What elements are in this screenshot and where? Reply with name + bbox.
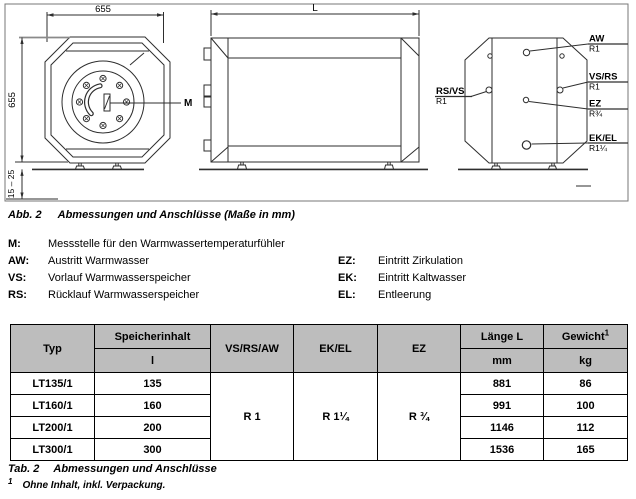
col-header-vsrsaw: VS/RS/AW xyxy=(211,325,294,373)
col-header-typ: Typ xyxy=(11,325,95,373)
flange-circle xyxy=(72,71,134,133)
legend-item-aw: AW: Austritt Warmwasser xyxy=(8,255,150,267)
front-view-drawing xyxy=(6,12,181,199)
rsvs-size: R1 xyxy=(436,96,447,106)
legend-item-el: EL: Entleerung xyxy=(338,289,432,301)
figure-caption-label: Abb. 2 xyxy=(8,209,42,221)
unit-laenge: mm xyxy=(461,349,544,373)
cell-ez-size: R ¾ xyxy=(378,373,461,461)
vsrs-label: VS/RS xyxy=(589,71,618,83)
vsrs-size: R1 xyxy=(589,81,600,92)
side-foot-right xyxy=(384,162,393,169)
footnote-text: Ohne Inhalt, inkl. Verpackung. xyxy=(22,480,166,492)
dim-foot-value: 15 – 25 xyxy=(6,169,16,199)
aw-label: AW xyxy=(589,33,605,45)
legend-item-ez: EZ: Eintritt Zirkulation xyxy=(338,255,463,267)
aw-connection xyxy=(523,49,529,55)
col-header-laenge: Länge L xyxy=(461,325,544,349)
table-caption-label: Tab. 2 xyxy=(8,463,40,475)
cell-ekel-size: R 1¼ xyxy=(294,373,378,461)
front-foot-left xyxy=(75,163,84,169)
gewicht-footnote-marker: 1 xyxy=(604,327,610,337)
dim-width-value: 655 xyxy=(95,4,111,15)
legend-item-vs: VS: Vorlauf Warmwasserspeicher xyxy=(8,272,191,284)
table-row-lt200: LT200/1 200 1146 112 xyxy=(11,417,628,439)
legend-item-ek: EK: Eintritt Kaltwasser xyxy=(338,272,467,284)
side-connection-stubs xyxy=(204,48,211,151)
legend-item-rs: RS: Rücklauf Warmwasserspeicher xyxy=(8,289,200,301)
table-row-lt160: LT160/1 160 991 100 xyxy=(11,395,628,417)
back-foot-left xyxy=(491,163,500,169)
side-foot-left xyxy=(237,162,246,169)
dim-length-value: L xyxy=(312,3,318,14)
back-foot-right xyxy=(548,163,556,169)
figure-caption-text: Abmessungen und Anschlüsse (Maße in mm) xyxy=(57,209,295,221)
aw-size: R1 xyxy=(589,43,600,54)
side-view-drawing xyxy=(199,10,428,169)
ekel-connection xyxy=(522,141,530,149)
vsrs-connection xyxy=(557,87,563,93)
figure-caption xyxy=(8,209,295,221)
col-header-gewicht: Gewicht$^1$ xyxy=(544,325,628,349)
footnote xyxy=(8,477,165,491)
unit-gewicht: kg xyxy=(544,349,628,373)
probe-pocket xyxy=(104,94,181,111)
ekel-size: R1¼ xyxy=(589,143,607,153)
unit-speicherinhalt: l xyxy=(95,349,211,373)
rsvs-connection xyxy=(486,87,492,93)
col-header-ez: EZ xyxy=(378,325,461,373)
dim-height-value: 655 xyxy=(7,92,18,108)
table-caption xyxy=(8,463,217,475)
col-header-ekel: EK/EL xyxy=(294,325,378,373)
ez-label: EZ xyxy=(589,98,602,110)
weld-seam-mark xyxy=(130,53,144,65)
table-row-lt300: LT300/1 300 1536 165 xyxy=(11,439,628,461)
dimensions-table xyxy=(10,324,628,461)
table-row-lt135: LT135/1 135 R 1 R 1¼ R ¾ 881 86 xyxy=(11,373,628,395)
table-header-row-1 xyxy=(11,325,628,349)
connection-leader-lines xyxy=(471,44,588,144)
rsvs-label: RS/VS xyxy=(436,86,465,97)
dimensions-figure xyxy=(0,0,636,210)
table-caption-text: Abmessungen und Anschlüsse xyxy=(53,463,217,475)
ekel-label: EK/EL xyxy=(589,133,617,144)
ez-connection xyxy=(523,97,528,102)
cell-vsrsaw-size: R 1 xyxy=(211,373,294,461)
side-chamfer-lines xyxy=(211,38,419,162)
flange-arc-slot xyxy=(86,86,100,114)
probe-label: M xyxy=(184,98,193,109)
front-foot-right xyxy=(112,163,121,169)
tank-front-circle xyxy=(62,61,144,143)
back-connections xyxy=(486,49,564,149)
legend-left-column xyxy=(8,236,330,304)
legend-item-m: M: Messstelle für den Warmwassertemperaturfühler xyxy=(8,238,285,250)
ez-size: R¾ xyxy=(589,108,603,119)
legend-right-column xyxy=(338,253,628,304)
footnote-marker: 1 xyxy=(8,477,13,486)
side-body-outline xyxy=(211,38,419,162)
side-edge-lines xyxy=(228,38,401,162)
col-header-speicherinhalt: Speicherinhalt xyxy=(95,325,211,349)
